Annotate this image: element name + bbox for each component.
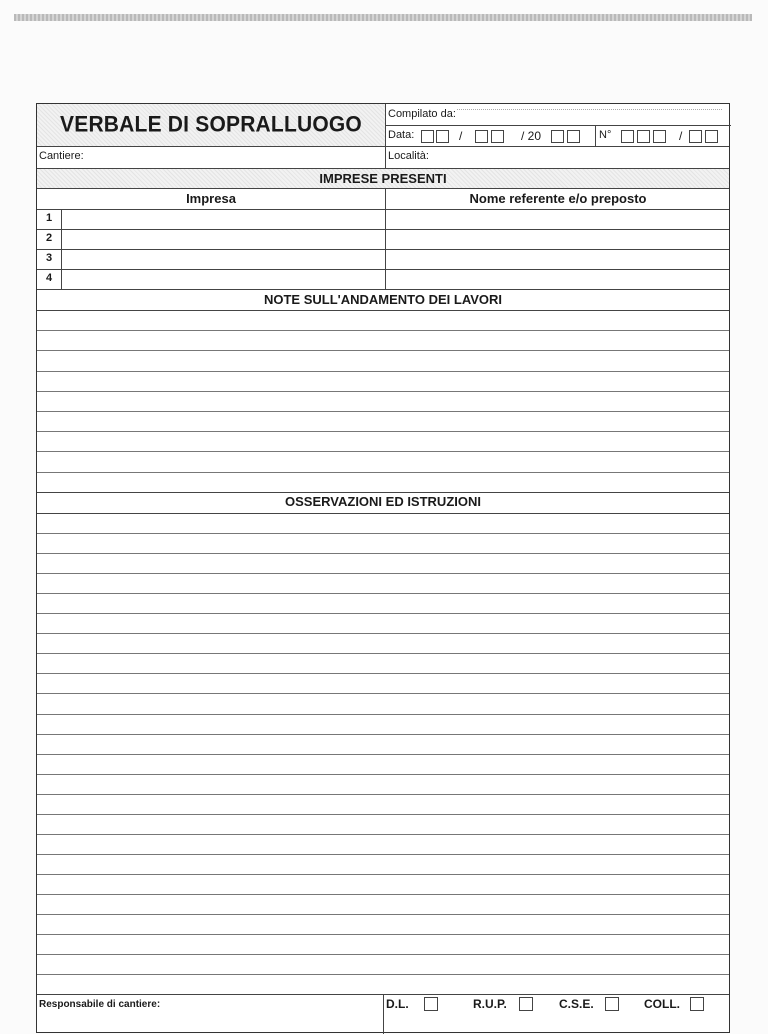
localita-label: Località:	[388, 150, 429, 162]
writing-line	[37, 673, 729, 674]
data-label: Data:	[388, 129, 415, 141]
writing-line	[37, 754, 729, 755]
day-digit-1-box[interactable]	[421, 130, 434, 143]
writing-line	[37, 350, 729, 351]
writing-line	[37, 633, 729, 634]
writing-line	[37, 693, 729, 694]
year-prefix: / 20	[521, 129, 542, 143]
osservazioni-section-title: OSSERVAZIONI ED ISTRUZIONI	[285, 494, 481, 509]
writing-line	[37, 472, 729, 473]
writing-line	[37, 794, 729, 795]
writing-line	[37, 553, 729, 554]
top-scan-strip	[14, 14, 752, 21]
referente-column-header: Nome referente e/o preposto	[469, 191, 647, 206]
number-label: N°	[599, 129, 612, 141]
month-digit-1-box[interactable]	[475, 130, 488, 143]
row-rule	[37, 249, 729, 250]
header-rule	[385, 125, 731, 126]
compilato-label: Compilato da:	[388, 108, 456, 120]
writing-line	[37, 451, 729, 452]
writing-line	[37, 371, 729, 372]
osservazioni-top-rule	[37, 492, 729, 493]
writing-line	[37, 653, 729, 654]
writing-line	[37, 330, 729, 331]
day-digit-2-box[interactable]	[436, 130, 449, 143]
header-bottom-rule	[37, 146, 729, 147]
form-title: VERBALE DI SOPRALLUOGO	[60, 112, 362, 137]
row-rule	[37, 269, 729, 270]
writing-line	[37, 431, 729, 432]
month-digit-2-box[interactable]	[491, 130, 504, 143]
writing-line	[37, 411, 729, 412]
row-number: 1	[45, 212, 53, 224]
number-digit-3-box[interactable]	[653, 130, 666, 143]
writing-line	[37, 914, 729, 915]
writing-line	[37, 834, 729, 835]
year-digit-2-box[interactable]	[567, 130, 580, 143]
number-digit-2-box[interactable]	[637, 130, 650, 143]
writing-line	[37, 774, 729, 775]
writing-line	[37, 593, 729, 594]
header-divider	[385, 104, 386, 168]
imprese-title-rule	[37, 188, 729, 189]
writing-line	[37, 854, 729, 855]
writing-line	[37, 573, 729, 574]
role-coll-checkbox[interactable]	[690, 997, 704, 1011]
localita-field[interactable]	[433, 148, 728, 166]
footer-divider	[383, 994, 384, 1034]
columns-rule	[37, 209, 729, 210]
number-separator: /	[679, 129, 683, 143]
writing-line	[37, 874, 729, 875]
imprese-column-divider	[385, 188, 386, 289]
number-suffix-1-box[interactable]	[689, 130, 702, 143]
row-number: 4	[45, 272, 53, 284]
row-number: 2	[45, 232, 53, 244]
role-cse-label: C.S.E.	[559, 997, 594, 1011]
writing-line	[37, 714, 729, 715]
imprese-section-title: IMPRESE PRESENTI	[319, 171, 447, 186]
row-rule	[37, 229, 729, 230]
number-divider	[595, 125, 596, 146]
year-digit-1-box[interactable]	[551, 130, 564, 143]
compilato-field[interactable]	[457, 109, 722, 110]
number-suffix-2-box[interactable]	[705, 130, 718, 143]
role-dl-label: D.L.	[386, 997, 409, 1011]
number-digit-1-box[interactable]	[621, 130, 634, 143]
role-rup-checkbox[interactable]	[519, 997, 533, 1011]
row-number: 3	[45, 252, 53, 264]
writing-line	[37, 814, 729, 815]
writing-line	[37, 934, 729, 935]
imprese-bottom-rule	[37, 289, 729, 290]
date-separator: /	[459, 129, 463, 143]
role-rup-label: R.U.P.	[473, 997, 507, 1011]
cantiere-field[interactable]	[82, 148, 382, 166]
note-section-title: NOTE SULL'ANDAMENTO DEI LAVORI	[263, 292, 503, 307]
cantiere-label: Cantiere:	[39, 150, 84, 162]
writing-line	[37, 613, 729, 614]
writing-line	[37, 974, 729, 975]
writing-line	[37, 533, 729, 534]
osservazioni-title-rule	[37, 513, 729, 514]
role-coll-label: COLL.	[644, 997, 680, 1011]
impresa-column-header: Impresa	[186, 191, 236, 206]
site-inspection-form	[36, 103, 730, 1033]
note-title-rule	[37, 310, 729, 311]
role-cse-checkbox[interactable]	[605, 997, 619, 1011]
writing-line	[37, 734, 729, 735]
writing-line	[37, 894, 729, 895]
writing-line	[37, 391, 729, 392]
responsabile-label: Responsabile di cantiere:	[39, 999, 161, 1010]
writing-line	[37, 954, 729, 955]
role-dl-checkbox[interactable]	[424, 997, 438, 1011]
